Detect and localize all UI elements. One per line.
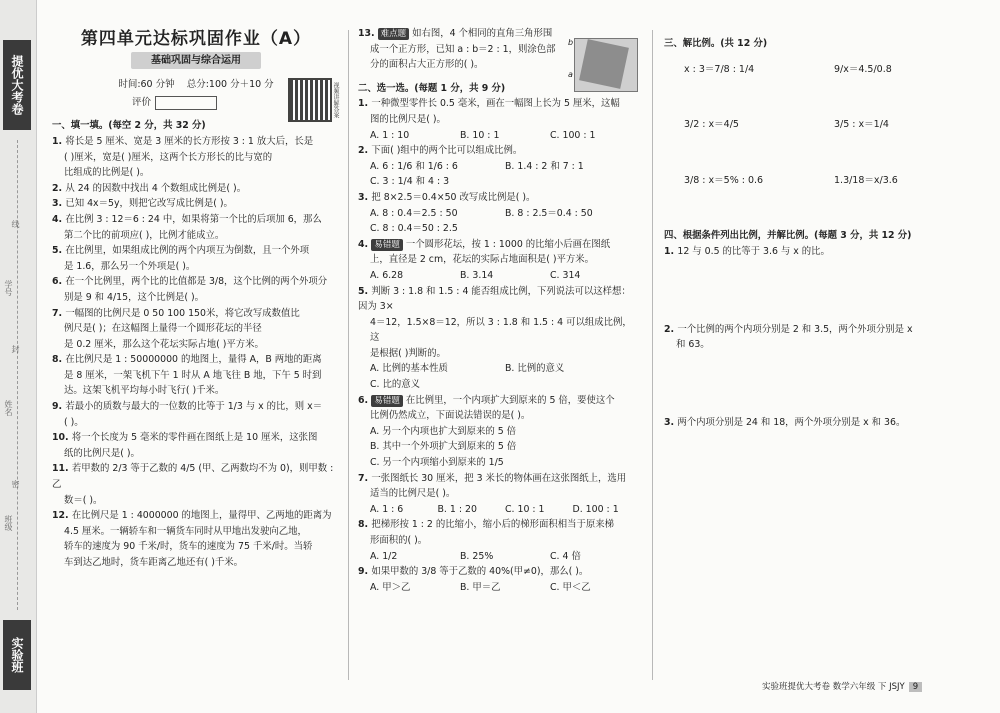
section2-questions [358,96,640,595]
proportion-equation: x : 3＝7/8 : 1/4 [684,63,755,75]
section-heading: 三、解比例。(共 12 分) [664,38,768,49]
question-line [358,486,640,502]
answer-option[interactable]: A. 甲＞乙 [370,581,411,593]
question-line [358,96,640,112]
question-number: 2. [664,323,678,335]
option-row [358,221,640,237]
proportion-exercises [664,62,984,189]
question-item [52,352,340,399]
question-text: 将长是 5 厘米、宽是 3 厘米的长方形按 3 : 1 放大后，长是 [65,135,314,147]
name-label: 姓名 [4,400,13,416]
question-item [52,508,340,570]
question-text: 如右图，4 个相同的直角三角形围 [412,28,553,39]
footer-text: 实验班提优大考卷 数学六年级 下 JSJY [762,682,905,692]
question-text: 在比例尺是 1 : 4000000 的地图上，量得甲、乙两地的距离为 [71,510,332,522]
option-row [358,159,640,175]
page-subtitle: 基础巩固与综合运用 [131,52,261,70]
question-line [52,274,340,290]
question-line [358,252,640,268]
question-line [52,306,340,322]
question-number: 13. [358,28,375,39]
question-number: 1. [52,135,66,147]
question-number: 8. [52,354,66,366]
column-right [664,26,984,492]
proportion-equation: 3/5 : x＝1/4 [834,119,889,131]
question-number: 9. [52,401,66,413]
question-line [52,243,340,259]
question-line [52,399,340,415]
question-item [358,237,640,284]
question-text: 比组成的比例是( )。 [64,167,150,179]
question-line [664,244,984,260]
option-row [358,580,640,596]
column-divider [652,30,653,680]
question-number: 11. [52,463,72,475]
question-item [664,415,984,431]
evaluation-label: 评价 [132,96,152,108]
answer-option[interactable]: A. 1/2 [370,550,398,562]
question-number: 5. [52,245,66,257]
question-line [358,190,640,206]
brand-logo-bottom: 实验班 [3,620,31,690]
option-row [358,174,640,190]
answer-option[interactable]: A. 1 : 6 [370,503,404,515]
question-text: 形面积的( )。 [370,535,428,546]
question-line [664,322,984,338]
question-line [358,517,640,533]
question-text: 4＝12，1.5×8＝12，所以 3 : 1.8 和 1.5 : 4 可以组成比例，这 [370,316,632,344]
question-line [358,284,640,315]
question-text: 若最小的质数与最大的一位数的比等于 1/3 与 x 的比，则 x＝ [65,401,323,413]
question-line [358,143,640,159]
question-line [52,134,340,150]
question-line [52,165,340,181]
answer-option[interactable]: B. 25% [460,550,494,562]
question-line [358,393,640,409]
answer-option[interactable]: B. 10 : 1 [460,129,500,141]
question-line [52,321,340,337]
answer-option[interactable]: C. 3 : 1/4 和 4 : 3 [370,176,450,188]
question-item [52,274,340,305]
proportion-equation: 3/2 : x＝4/5 [684,119,739,131]
evaluation-field[interactable] [155,96,217,110]
question-line [52,212,340,228]
question-text: ( )厘米，宽是( )厘米，这两个长方形长的比与宽的 [64,151,273,163]
question-text: 达。这架飞机平均每小时飞行( )千米。 [64,385,225,397]
question-number: 8. [358,519,372,531]
answer-option[interactable]: B. 比例的意义 [505,363,565,375]
qr-caption: 视频讲解答案 [332,82,339,118]
question-number: 4. [52,213,66,225]
question-number: 6. [358,394,372,406]
question-number: 6. [52,276,66,288]
question-line [52,508,340,524]
question-text: 上，直径是 2 cm，花坛的实际占地面积是( )平方米。 [370,254,595,266]
option-row [358,549,640,565]
proportion-equation: 3/8 : x＝5% : 0.6 [684,174,764,186]
question-text: ( )。 [64,416,84,428]
question-text: 第二个比的前项应( )，比例才能成立。 [64,229,225,241]
question-text: 比例仍然成立，下面说法错误的是( )。 [370,410,531,422]
option-row [358,128,640,144]
question-number: 7. [52,307,66,319]
brand-logo-top: 提优大考卷 [3,40,31,130]
question-text: 在一个比例里，两个比的比值都是 3/8，这个比例的两个外项分 [65,276,328,288]
difficulty-tag: 难点题 [378,28,410,40]
proportion-row [664,173,984,189]
question-line [52,524,340,540]
question-text: 数＝( )。 [64,494,103,506]
question-text: 和 63。 [676,339,710,351]
option-row [358,361,640,377]
answer-option[interactable]: A. 另一个内项也扩大到原来的 5 倍 [370,425,517,437]
question-line [358,564,640,580]
binding-spine [0,0,37,713]
evaluation-box [132,95,340,111]
question-text: 是 1.6，那么另一个外项是( )。 [64,260,196,272]
section4-questions [664,244,984,430]
answer-option[interactable]: B. 1 : 20 [437,503,477,515]
question-line [664,337,984,353]
question-text: 在比例 3 : 12＝6 : 24 中，如果将第一个比的后项加 6，那么 [65,213,322,225]
cut-label-1: 线 [11,220,20,228]
question-number: 9. [358,566,372,578]
answer-option[interactable]: C. 4 倍 [550,550,581,562]
question-number: 3. [664,416,678,428]
column-left [52,26,340,571]
question-number: 1. [664,245,678,257]
cut-line [17,140,18,610]
question-text: 纸的比例尺是( )。 [64,447,140,459]
question-text: 图的比例尺是( )。 [370,113,446,125]
question-text: 判断 3 : 1.8 和 1.5 : 4 能否组成比例，下列说法可以这样想：因为 3× [358,285,631,313]
question-item [358,284,640,393]
time-label: 时间:60 分钟 [118,79,175,91]
option-row [358,206,640,222]
question-item [52,430,340,461]
answer-option[interactable]: A. 6 : 1/6 和 1/6 : 6 [370,160,458,172]
question-number: 3. [358,191,372,203]
proportion-row [664,62,984,78]
column-divider [348,30,349,680]
question-text: 是根据( )判断的。 [370,347,446,359]
answer-option[interactable]: C. 10 : 1 [505,503,545,515]
question-line [358,237,640,253]
question-line [52,539,340,555]
answer-option[interactable]: A. 8 : 0.4＝2.5 : 50 [370,207,458,219]
question-item [52,243,340,274]
question-text: 下面( )组中的两个比可以组成比例。 [371,145,523,157]
page-title: 第四单元达标巩固作业（A） [80,29,312,49]
question-text: 一张图纸长 30 厘米，把 3 米长的物体画在这张图纸上，选用 [371,472,627,484]
question-text: 轿车的速度为 90 千米/时，货车的速度为 75 千米/时。当轿 [64,541,313,553]
question-text: 在比例里，一个内项扩大到原来的 5 倍，要使这个 [405,394,615,406]
question-item [52,134,340,181]
answer-option[interactable]: A. 比例的基本性质 [370,363,448,375]
section1-questions [52,134,340,571]
question-text: 如果甲数的 3/8 等于乙数的 40%(甲≠0)，那么( )。 [371,566,589,578]
question-text: 适当的比例尺是( )。 [370,488,456,500]
question-text: 一种微型零件长 0.5 毫米，画在一幅图上长为 5 厘米，这幅 [371,98,620,110]
question-number: 10. [52,432,72,444]
question-number: 7. [358,472,372,484]
side-label-b: b [568,38,574,47]
question-item [664,244,984,260]
page-footer [762,680,922,692]
question-item [358,190,640,237]
question-text: 一个比例的两个内项分别是 2 和 3.5，两个外项分别是 x [677,323,913,335]
question-line [52,259,340,275]
proportion-equation: 1.3/18＝x/3.6 [834,174,898,186]
question-item [358,143,640,190]
question-line [52,493,340,509]
question-item [52,212,340,243]
question-line [358,346,640,362]
question-item [52,196,340,212]
proportion-equation: 9/x＝4.5/0.8 [834,63,892,75]
option-row [358,268,640,284]
answer-option[interactable]: B. 甲＝乙 [460,581,501,593]
section-heading: 二、选一选。(每题 1 分，共 9 分) [358,82,506,94]
proportion-row [664,117,984,133]
question-text: 将一个长度为 5 毫米的零件画在图纸上是 10 厘米，这张图 [71,432,318,444]
question-text: 是 8 厘米，一架飞机下午 1 时从 A 地飞往 B 地，下午 5 时到 [64,369,322,381]
answer-option[interactable]: C. 100 : 1 [550,129,596,141]
answer-option[interactable]: C. 比的意义 [370,379,421,391]
question-item [52,181,340,197]
question-line [52,228,340,244]
answer-option[interactable]: C. 另一个内项缩小到原来的 1/5 [370,457,504,469]
answer-option[interactable]: B. 3.14 [460,269,494,281]
question-item [664,322,984,353]
cut-label-2: 封 [11,345,20,353]
question-item [358,471,640,518]
question-item [52,461,340,508]
option-row [358,502,640,518]
page-number: 9 [909,682,922,692]
question-text: 一个圆形花坛，按 1 : 1000 的比缩小后画在图纸 [405,238,611,250]
question-line [52,368,340,384]
question-number: 4. [358,238,372,250]
answer-option[interactable]: D. 100 : 1 [572,503,619,515]
answer-option[interactable]: C. 甲＜乙 [550,581,591,593]
question-text: 在比例尺是 1 : 50000000 的地图上，量得 A，B 两地的距离 [65,354,322,366]
section-heading: 四、根据条件列出比例，并解比例。(每题 3 分，共 12 分) [664,230,912,242]
question-line [52,196,340,212]
question-number: 12. [52,510,72,522]
question-text: 已知 4x＝5y，则把它改写成比例是( )。 [65,198,233,210]
question-number: 5. [358,285,372,297]
student-id-label: 学号 [4,280,13,296]
question-text: 把梯形按 1 : 2 的比缩小，缩小后的梯形面积相当于原来梯 [371,519,614,531]
question-text: 从 24 的因数中找出 4 个数组成比例是( )。 [65,182,247,194]
option-row [358,377,640,393]
answer-option[interactable]: A. 1 : 10 [370,129,410,141]
question-item [52,399,340,430]
question-line [52,150,340,166]
exam-meta [52,77,340,93]
question-line [52,383,340,399]
question-line [664,415,984,431]
question-item [52,306,340,353]
question-number: 3. [52,198,66,210]
question-item [358,393,640,471]
question-line [358,471,640,487]
question-line [358,408,640,424]
question-line [52,415,340,431]
answer-option[interactable]: B. 1.4 : 2 和 7 : 1 [505,160,584,172]
answer-option[interactable]: A. 6.28 [370,269,404,281]
column-middle [358,26,640,595]
question-text: 别是 9 和 4/15，这个比例是( )。 [64,291,205,303]
question-text: 4.5 厘米。一辆轿车和一辆货车同时从甲地出发驶向乙地， [64,525,307,537]
square-figure [574,38,638,92]
answer-option[interactable]: C. 314 [550,269,581,281]
question-text: 分的面积占大正方形的( )。 [370,59,484,71]
question-text: 12 与 0.5 的比等于 3.6 与 x 的比。 [677,245,830,257]
question-line [52,337,340,353]
question-line [358,533,640,549]
cut-label-3: 密 [11,480,20,488]
question-item [358,564,640,595]
question-item [358,96,640,143]
side-label-a: a [568,70,573,79]
question-text: 成一个正方形，已知 a : b＝2 : 1，则涂色部 [370,43,556,55]
section-heading: 一、填一填。(每空 2 分，共 32 分) [52,120,206,132]
question-text: 两个内项分别是 24 和 18，两个外项分别是 x 和 36。 [677,416,906,428]
question-text: 例尺是( )；在这幅图上量得一个圆形花坛的半径 [64,323,262,335]
question-line [52,181,340,197]
question-line [52,446,340,462]
question-text: 是 0.2 厘米，那么这个花坛实际占地( )平方米。 [64,338,264,350]
question-line [358,315,640,346]
question-item [358,517,640,564]
question-number: 1. [358,98,372,110]
answer-option[interactable]: C. 8 : 0.4＝50 : 2.5 [370,223,458,235]
question-line [52,430,340,446]
shaded-square [579,39,629,89]
question-line [52,555,340,571]
difficulty-tag: 易错题 [371,395,403,407]
total-label: 总分:100 分＋10 分 [186,79,274,91]
answer-option[interactable]: B. 其中一个外项扩大到原来的 5 倍 [370,441,517,453]
class-label: 班级 [4,515,13,531]
answer-option[interactable]: B. 8 : 2.5＝0.4 : 50 [505,207,593,219]
question-line [52,290,340,306]
question-line [52,352,340,368]
question-text: 一幅图的比例尺是 0 50 100 150米，将它改写成数值比 [65,307,300,319]
question-number: 2. [52,182,66,194]
question-text: 把 8×2.5＝0.4×50 改写成比例是( )。 [371,191,536,203]
question-text: 若甲数的 2/3 等于乙数的 4/5 (甲、乙两数均不为 0)，则甲数 : 乙 [52,463,334,491]
difficulty-tag: 易错题 [371,239,403,251]
question-text: 车到达乙地时，货车距离乙地还有( )千米。 [64,557,244,568]
question-line [358,112,640,128]
question-number: 2. [358,145,372,157]
question-line [52,461,340,492]
question-text: 在比例里，如果组成比例的两个内项互为倒数，且一个外项 [65,245,310,257]
